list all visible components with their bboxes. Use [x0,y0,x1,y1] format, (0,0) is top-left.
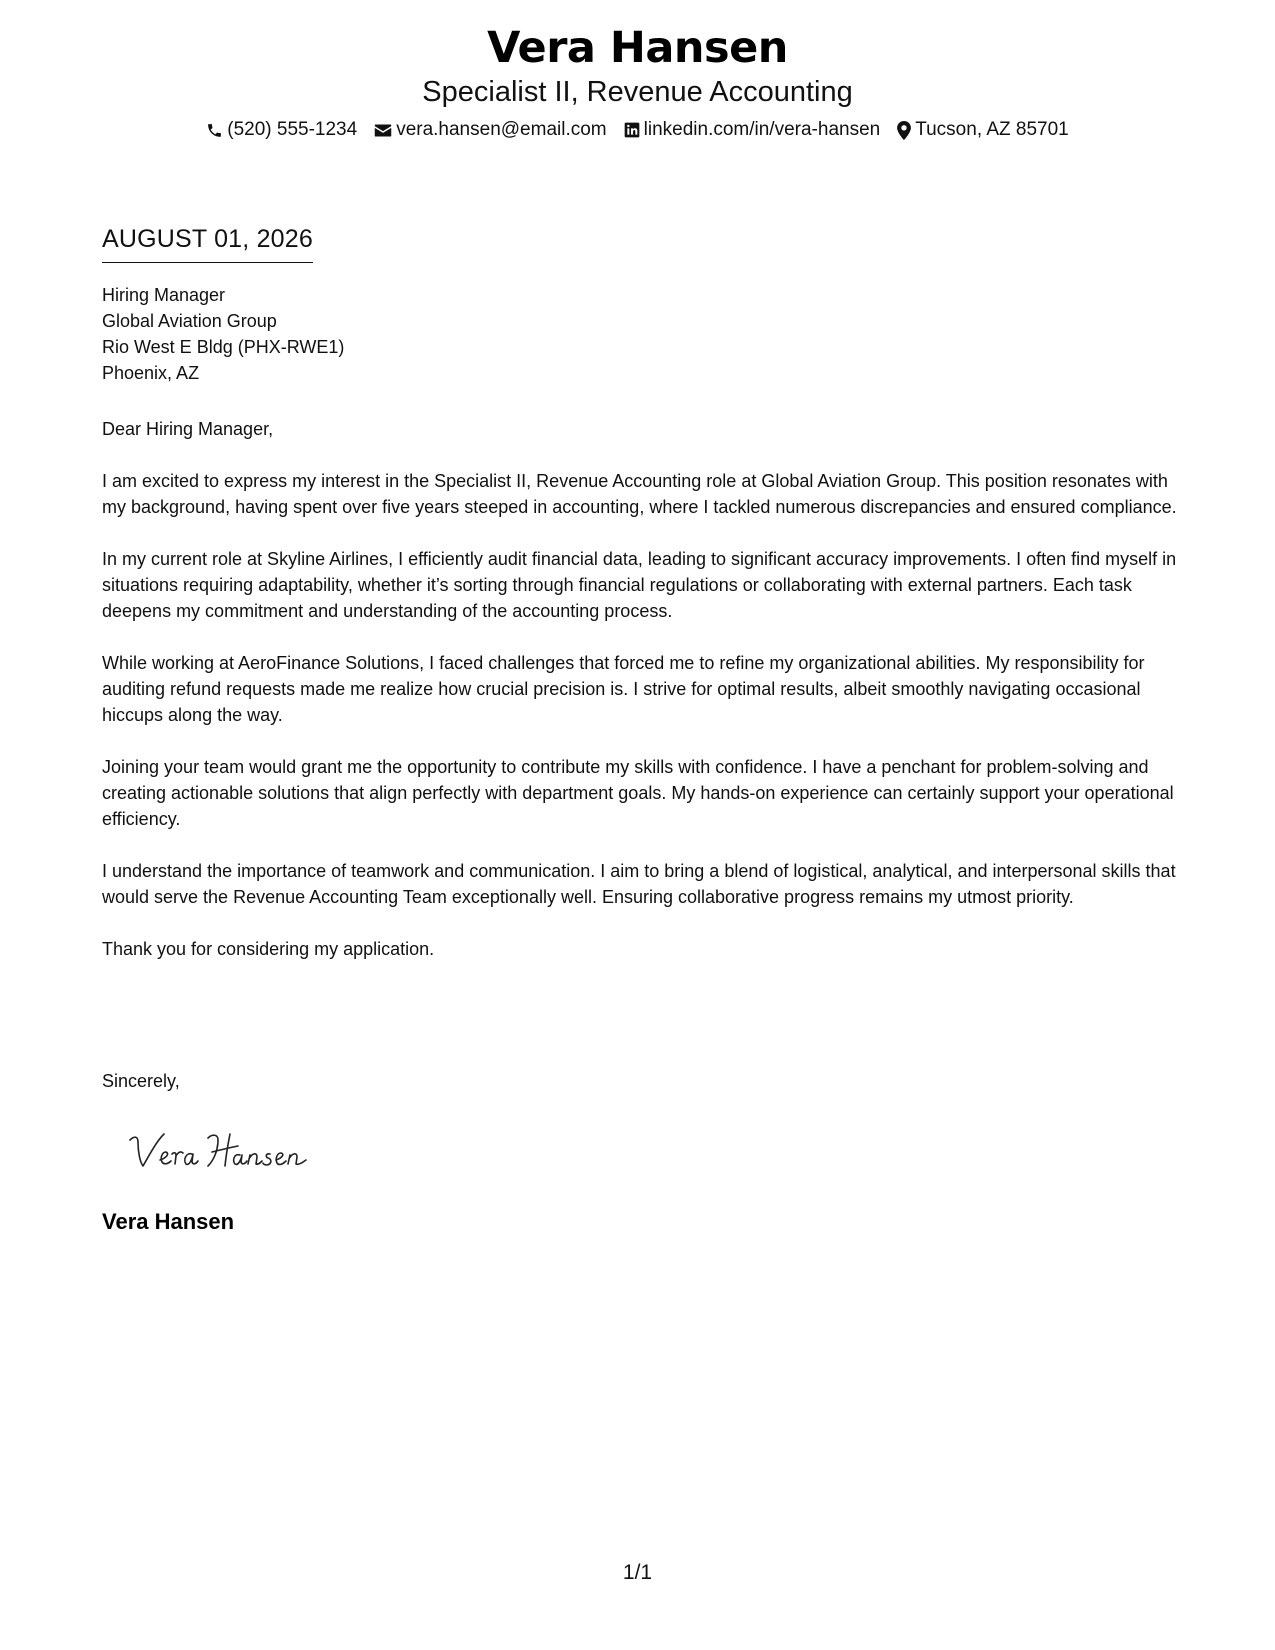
map-pin-icon [897,121,911,140]
body-paragraph: While working at AeroFinance Solutions, I faced challenges that forced me to refine my organizational abilities. My responsibility for auditing refund requests made me realize how crucial precision is. I strive for optimal results, albeit smoothly navigating occasional hiccups along the way. [102,653,1145,725]
contact-email [374,118,606,142]
applicant-title: Specialist II, Revenue Accounting [422,76,853,108]
letter-body [102,416,1182,962]
applicant-name: Vera Hansen [487,23,788,73]
signoff: Sincerely, [102,1071,180,1091]
location-text: Tucson, AZ 85701 [915,119,1069,140]
linkedin-text: linkedin.com/in/vera-hansen [643,119,881,140]
contact-phone [206,118,357,142]
handwritten-signature [126,1122,346,1178]
salutation: Dear Hiring Manager, [102,419,274,439]
recipient-address [102,282,344,386]
body-paragraph: I am excited to express my interest in the Specialist II, Revenue Accounting role at Global Aviation Group. This position resonates with my background, having spent over five years steeped in accounting, where I tackled numerous discrepancies and ensured compliance. [102,471,1177,517]
body-paragraph: In my current role at Skyline Airlines, I efficiently audit financial data, leading to significant accuracy improvements. I often find myself in situations requiring adaptability, whether it’s sorting through financial regulations or collaborating with external partners. Each task deepens my commitment and understanding of the accounting process. [102,549,1177,621]
recipient-line: Global Aviation Group [102,311,277,331]
envelope-icon [374,123,392,138]
email-text: vera.hansen@email.com [396,119,607,140]
signer-name: Vera Hansen [102,1209,235,1234]
closing-thanks: Thank you for considering my application. [102,939,435,959]
recipient-line: Rio West E Bldg (PHX-RWE1) [102,337,345,357]
body-paragraph: Joining your team would grant me the opportunity to contribute my skills with confidence. I have a penchant for problem-solving and creating actionable solutions that align perfectly with department goals. My hands-on experience can certainly support your operational efficiency. [102,757,1174,829]
recipient-line: Phoenix, AZ [102,363,200,383]
body-paragraph: I understand the importance of teamwork and communication. I aim to bring a blend of logistical, analytical, and interpersonal skills that would serve the Revenue Accounting Team exceptionally well. Ensuring collaborative progress remains my utmost priority. [102,861,1176,907]
contact-location [897,118,1069,142]
letter-header [0,22,1275,142]
recipient-line: Hiring Manager [102,285,226,305]
phone-text: (520) 555-1234 [227,119,358,140]
contact-linkedin [624,118,881,142]
letter-date: AUGUST 01, 2026 [102,224,313,263]
linkedin-icon [624,122,640,138]
page-number: 1/1 [622,1561,653,1584]
contact-bar [0,118,1275,142]
phone-icon [206,122,223,139]
letter-date-block [102,224,313,263]
